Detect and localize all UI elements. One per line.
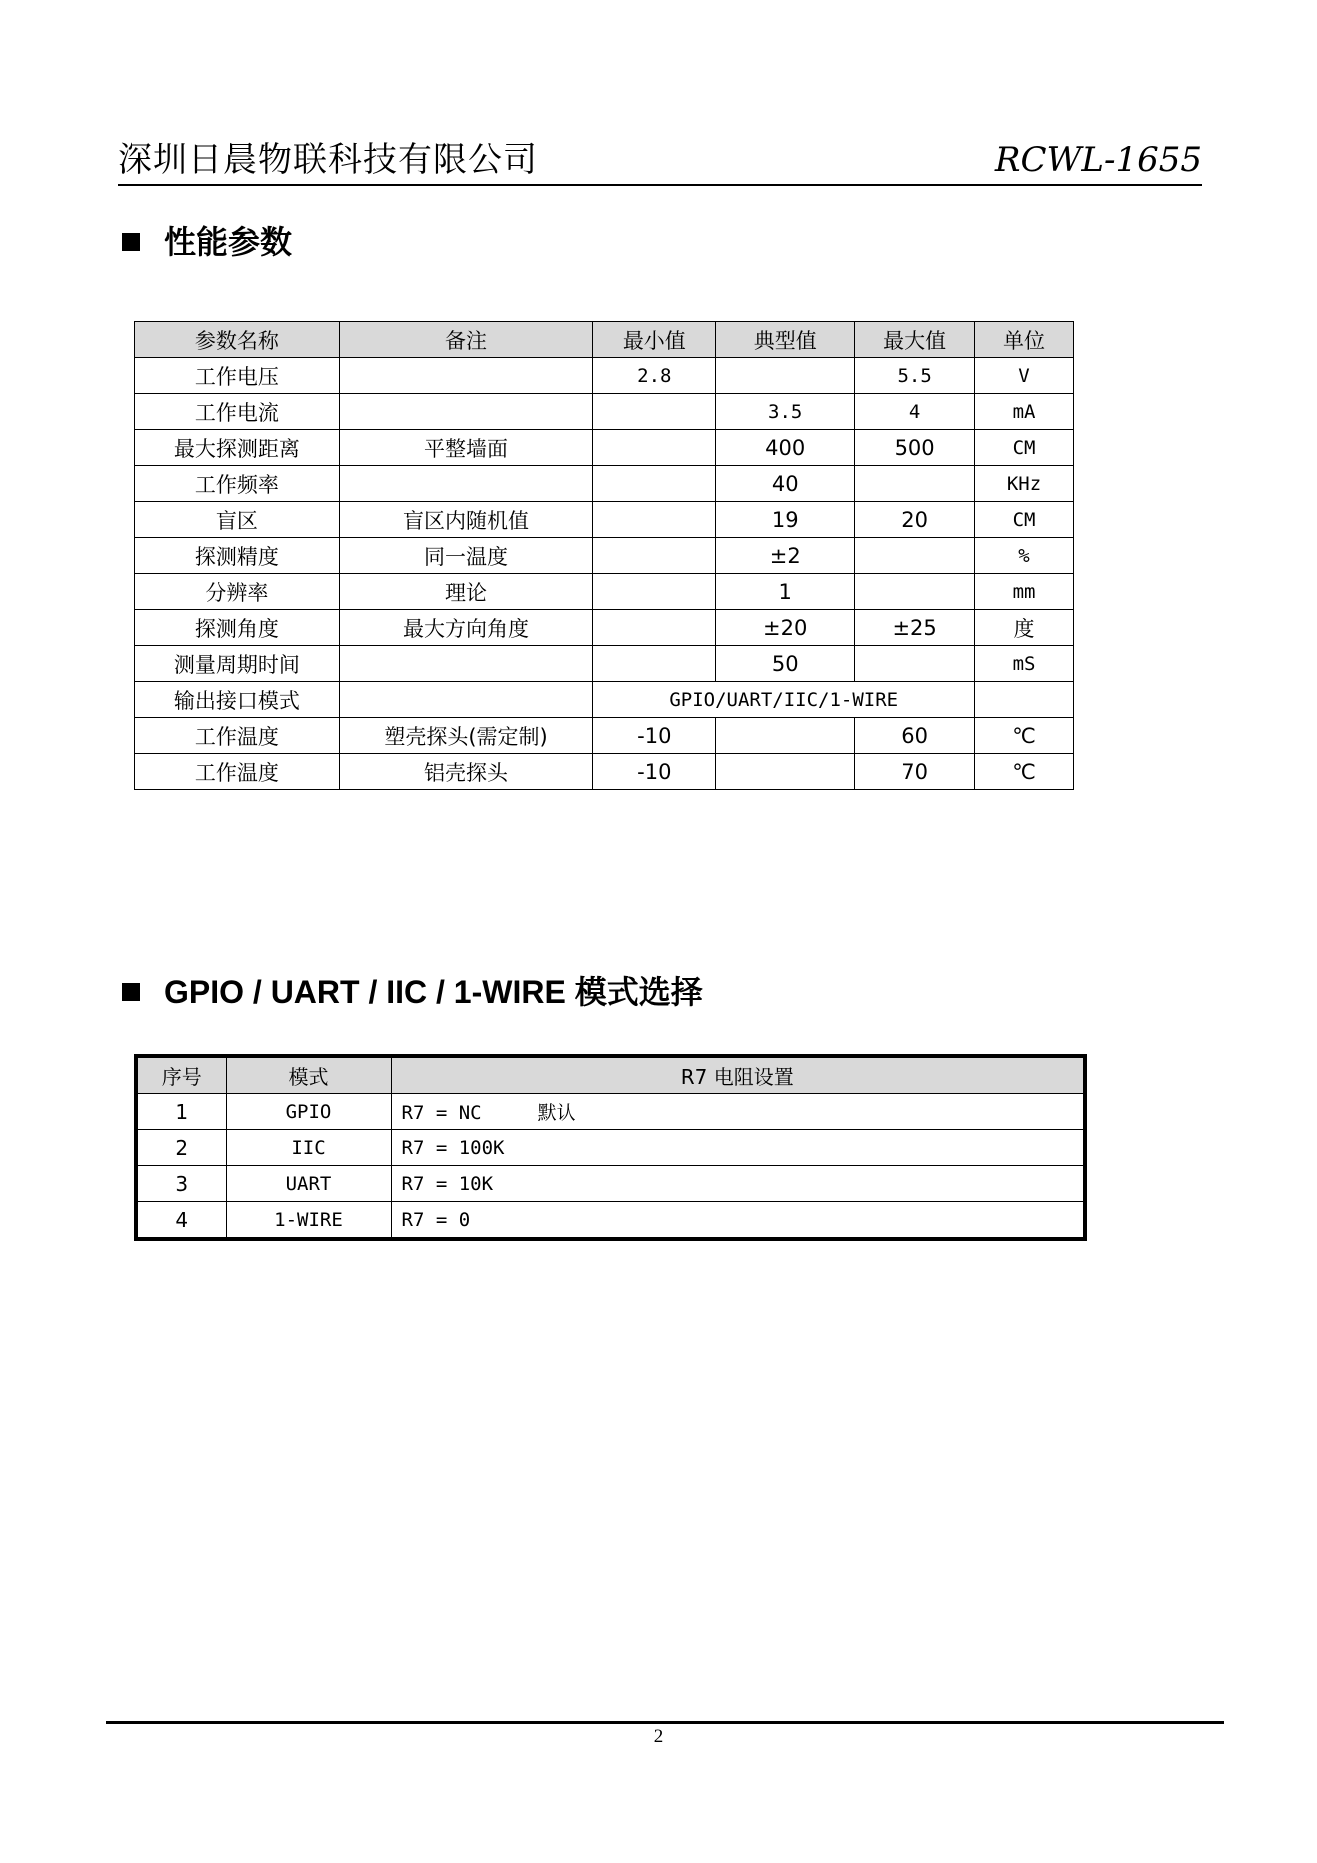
table-header-row — [136, 1056, 1085, 1094]
page-header — [118, 140, 1202, 186]
header-cell: 序号 — [136, 1056, 226, 1094]
param-min — [593, 646, 716, 682]
section-title-text: GPIO / UART / IIC / 1-WIRE 模式选择 — [164, 974, 703, 1010]
param-min — [593, 574, 716, 610]
param-unit: mm — [975, 574, 1074, 610]
square-bullet-icon — [122, 983, 140, 1001]
mode-number: 3 — [136, 1166, 226, 1202]
param-name: 探测精度 — [135, 538, 340, 574]
mode-name: IIC — [226, 1130, 391, 1166]
header-cell: 参数名称 — [135, 322, 340, 358]
param-unit: CM — [975, 430, 1074, 466]
header-cell: 备注 — [339, 322, 593, 358]
mode-select-table — [134, 1054, 1087, 1241]
resistor-setting: R7 = 100K — [401, 1136, 505, 1159]
param-unit: mA — [975, 394, 1074, 430]
param-typ — [716, 754, 855, 790]
param-note — [339, 394, 593, 430]
page-number: 2 — [653, 1726, 664, 1747]
param-name: 工作温度 — [135, 754, 340, 790]
resistor-setting: R7 = 0 — [401, 1208, 471, 1231]
param-note: 同一温度 — [339, 538, 593, 574]
param-typ: 19 — [716, 502, 855, 538]
mode-setting — [391, 1166, 1085, 1202]
param-typ — [716, 358, 855, 394]
param-typ: 40 — [716, 466, 855, 502]
section-title-text: 性能参数 — [164, 223, 293, 261]
param-max: 4 — [855, 394, 975, 430]
param-max — [855, 574, 975, 610]
table-row — [136, 1202, 1085, 1240]
param-max: 5.5 — [855, 358, 975, 394]
header-cell: 单位 — [975, 322, 1074, 358]
performance-table — [134, 321, 1074, 790]
table-row — [135, 430, 1074, 466]
table-row — [135, 646, 1074, 682]
table-row — [135, 574, 1074, 610]
param-min: -10 — [593, 754, 716, 790]
table-row — [135, 358, 1074, 394]
param-min — [593, 502, 716, 538]
mode-setting — [391, 1202, 1085, 1240]
mode-name: GPIO — [226, 1094, 391, 1130]
param-min: 2.8 — [593, 358, 716, 394]
param-value-span: GPIO/UART/IIC/1-WIRE — [593, 682, 975, 718]
param-name: 工作频率 — [135, 466, 340, 502]
param-typ: 50 — [716, 646, 855, 682]
param-note — [339, 358, 593, 394]
param-unit: mS — [975, 646, 1074, 682]
param-name: 输出接口模式 — [135, 682, 340, 718]
param-unit — [975, 682, 1074, 718]
param-typ — [716, 718, 855, 754]
param-typ: ±20 — [716, 610, 855, 646]
mode-name: 1-WIRE — [226, 1202, 391, 1240]
footer-divider — [106, 1721, 1224, 1724]
param-typ: 400 — [716, 430, 855, 466]
param-note: 盲区内随机值 — [339, 502, 593, 538]
header-cell: 模式 — [226, 1056, 391, 1094]
param-max — [855, 538, 975, 574]
param-min: -10 — [593, 718, 716, 754]
section-title-performance — [122, 222, 292, 262]
param-max: 60 — [855, 718, 975, 754]
param-name: 测量周期时间 — [135, 646, 340, 682]
mode-setting — [391, 1130, 1085, 1166]
param-note: 平整墙面 — [339, 430, 593, 466]
table-row — [135, 538, 1074, 574]
param-note: 塑壳探头(需定制) — [339, 718, 593, 754]
table-row — [135, 610, 1074, 646]
param-unit: % — [975, 538, 1074, 574]
param-max: 500 — [855, 430, 975, 466]
mode-number: 1 — [136, 1094, 226, 1130]
param-name: 盲区 — [135, 502, 340, 538]
param-unit: ℃ — [975, 718, 1074, 754]
table-row — [135, 502, 1074, 538]
section-title-mode-select — [122, 972, 703, 1012]
default-note: 默认 — [537, 1102, 576, 1124]
param-max: ±25 — [855, 610, 975, 646]
table-row — [135, 754, 1074, 790]
param-name: 最大探测距离 — [135, 430, 340, 466]
company-name: 深圳日晨物联科技有限公司 — [118, 140, 538, 180]
param-unit: ℃ — [975, 754, 1074, 790]
mode-number: 2 — [136, 1130, 226, 1166]
table-row — [135, 394, 1074, 430]
param-max: 20 — [855, 502, 975, 538]
table-row — [136, 1094, 1085, 1130]
table-row — [136, 1166, 1085, 1202]
header-cell: R7 电阻设置 — [391, 1056, 1085, 1094]
resistor-setting: R7 = 10K — [401, 1172, 494, 1195]
param-name: 探测角度 — [135, 610, 340, 646]
mode-setting — [391, 1094, 1085, 1130]
table-row — [135, 466, 1074, 502]
param-typ: ±2 — [716, 538, 855, 574]
param-min — [593, 466, 716, 502]
param-unit: V — [975, 358, 1074, 394]
header-cell: 最小值 — [593, 322, 716, 358]
param-name: 工作温度 — [135, 718, 340, 754]
table-row — [135, 718, 1074, 754]
param-unit: KHz — [975, 466, 1074, 502]
model-number: RCWL-1655 — [994, 140, 1202, 180]
header-cell: 典型值 — [716, 322, 855, 358]
param-note: 最大方向角度 — [339, 610, 593, 646]
param-min — [593, 430, 716, 466]
param-note — [339, 466, 593, 502]
param-name: 分辨率 — [135, 574, 340, 610]
table-row — [135, 682, 1074, 718]
table-header-row — [135, 322, 1074, 358]
param-name: 工作电压 — [135, 358, 340, 394]
param-note — [339, 682, 593, 718]
param-note — [339, 646, 593, 682]
param-unit: CM — [975, 502, 1074, 538]
param-max: 70 — [855, 754, 975, 790]
param-min — [593, 394, 716, 430]
param-note: 铝壳探头 — [339, 754, 593, 790]
param-typ: 3.5 — [716, 394, 855, 430]
param-unit: 度 — [975, 610, 1074, 646]
param-max — [855, 646, 975, 682]
table-row — [136, 1130, 1085, 1166]
mode-number: 4 — [136, 1202, 226, 1240]
param-max — [855, 466, 975, 502]
param-min — [593, 610, 716, 646]
mode-name: UART — [226, 1166, 391, 1202]
param-name: 工作电流 — [135, 394, 340, 430]
resistor-setting: R7 = NC — [401, 1102, 482, 1124]
param-min — [593, 538, 716, 574]
square-bullet-icon — [122, 233, 140, 251]
header-cell: 最大值 — [855, 322, 975, 358]
param-typ: 1 — [716, 574, 855, 610]
param-note: 理论 — [339, 574, 593, 610]
